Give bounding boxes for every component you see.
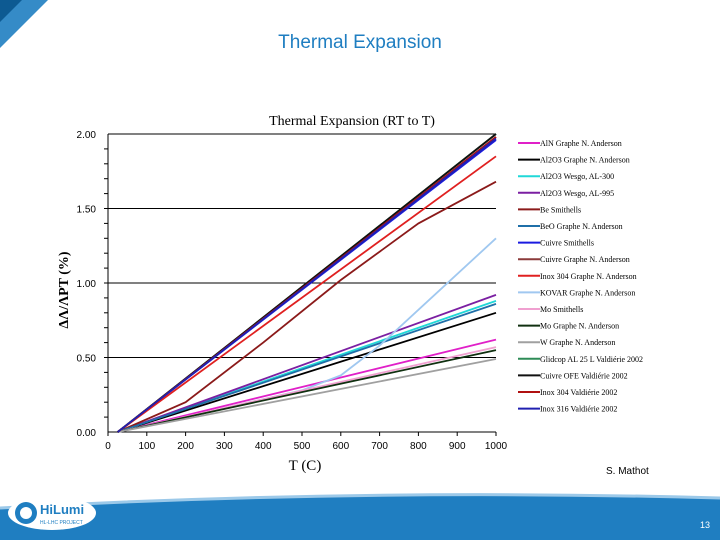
series-line — [118, 238, 496, 432]
series-line — [118, 359, 496, 432]
legend-entry: Mo Smithells — [540, 305, 584, 314]
legend-entry: BeO Graphe N. Anderson — [540, 222, 623, 231]
legend-entry: Inox 304 Graphe N. Anderson — [540, 271, 637, 281]
legend-entry: KOVAR Graphe N. Anderson — [540, 288, 636, 298]
svg-text:HL-LHC PROJECT: HL-LHC PROJECT — [40, 520, 83, 526]
page-number: 13 — [699, 520, 710, 530]
legend-entry: Mo Graphe N. Anderson — [540, 321, 620, 331]
legend-entry: Al2O3 Wesgo, AL-300 — [540, 172, 615, 182]
x-tick-label: 400 — [254, 441, 272, 452]
legend-entry: Al2O3 Graphe N. Anderson — [540, 155, 630, 165]
y-tick-label: 1.50 — [76, 204, 96, 216]
x-tick-label: 700 — [371, 441, 388, 452]
y-tick-label: 1.00 — [76, 279, 96, 290]
legend-entry: Glidcop AL 25 L Valdiérie 2002 — [540, 354, 644, 364]
legend-entry: Cuivre OFE Valdiérie 2002 — [540, 371, 628, 381]
legend-entry: Be Smithells — [540, 205, 582, 215]
legend-entry: Inox 316 Valdiérie 2002 — [540, 404, 618, 414]
svg-text:HiLumi: HiLumi — [40, 502, 85, 517]
legend-entry: Inox 304 Valdiérie 2002 — [540, 388, 618, 397]
x-tick-label: 500 — [293, 441, 311, 452]
chart-title: Thermal Expansion (RT to T) — [269, 114, 435, 129]
y-tick-label: 0.00 — [76, 428, 96, 439]
x-tick-label: 1000 — [484, 441, 508, 452]
x-tick-label: 300 — [216, 441, 233, 452]
series-line — [118, 340, 496, 432]
legend-entry: Cuivre Graphe N. Anderson — [540, 255, 630, 265]
author-label: S. Mathot — [606, 466, 649, 477]
legend-entry: AlN Graphe N. Anderson — [540, 139, 622, 148]
hilumi-logo — [6, 494, 98, 532]
x-tick-label: 900 — [448, 441, 466, 452]
x-axis-label: T (C) — [288, 458, 322, 474]
legend-entry: Al2O3 Wesgo, AL-995 — [540, 188, 615, 198]
x-tick-label: 800 — [410, 441, 427, 452]
x-tick-label: 200 — [177, 441, 194, 452]
series-line — [118, 304, 496, 432]
series-line — [118, 295, 496, 432]
x-tick-label: 600 — [332, 441, 350, 452]
series-line — [118, 313, 496, 432]
x-tick-label: 100 — [138, 441, 156, 452]
slide-title: Thermal Expansion — [278, 32, 442, 53]
footer-bar — [0, 492, 720, 540]
legend-entry: W Graphe N. Anderson — [540, 338, 616, 348]
y-axis-label: ΔΛ/ΛPT (%) — [57, 251, 72, 329]
series-line — [118, 182, 496, 432]
y-tick-label: 0.50 — [76, 353, 96, 365]
y-tick-label: 2.00 — [76, 130, 96, 141]
x-tick-label: 0 — [105, 441, 111, 452]
legend-entry: Cuivre Smithells — [540, 238, 594, 248]
